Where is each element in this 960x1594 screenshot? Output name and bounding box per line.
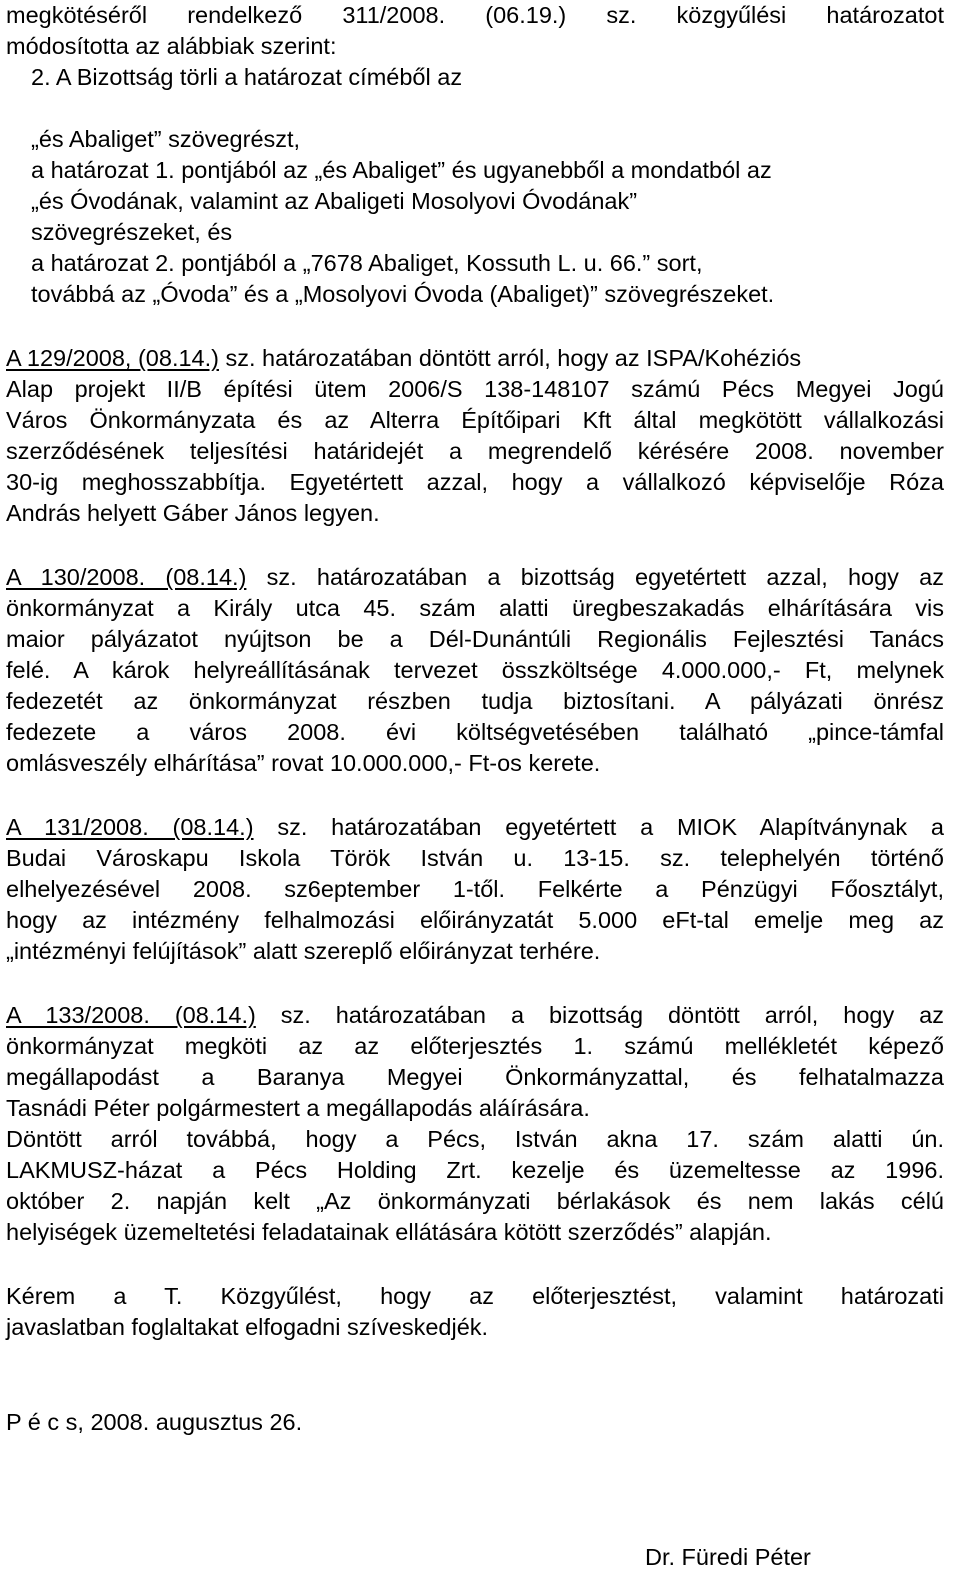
resolution-129-first-line xyxy=(6,343,801,373)
signature-name: Dr. Füredi Péter xyxy=(645,1544,811,1570)
resolution-text: fedezetét az önkormányzat részben tudja biztosítani. A pályázati önrész xyxy=(6,688,944,714)
resolution-130-first-line xyxy=(6,562,944,592)
resolution-text: szerződésének teljesítési határidejét a megrendelő kérésére 2008. november xyxy=(6,438,944,464)
resolution-text: sz. határozatában a bizottság egyetértett azzal, hogy az xyxy=(246,564,944,590)
intro-line: „és Óvodának, valamint az Abaligeti Mosolyovi Óvodának” xyxy=(31,188,638,214)
resolution-text: október 2. napján kelt „Az önkormányzati bérlakások és nem lakás célú xyxy=(6,1188,944,1214)
intro-line: továbbá az „Óvoda” és a „Mosolyovi Óvoda (Abaliget)” szövegrészeket. xyxy=(31,281,775,307)
intro-line: szövegrészeket, és xyxy=(31,219,233,245)
resolution-131-ref: A 131/2008. (08.14.) xyxy=(6,814,254,840)
resolution-131-first-line xyxy=(6,812,944,842)
resolution-text: önkormányzat a Király utca 45. szám alatti üregbeszakadás elhárítására vis xyxy=(6,595,944,621)
resolution-133-ref: A 133/2008. (08.14.) xyxy=(6,1002,256,1028)
resolution-text: Döntött arról továbbá, hogy a Pécs, István akna 17. szám alatti ún. xyxy=(6,1126,944,1152)
resolution-text: sz. határozatában döntött arról, hogy az ISPA/Kohéziós xyxy=(218,345,802,371)
intro-line: megkötéséről rendelkező 311/2008. (06.19.) sz. közgyűlési határozatot xyxy=(6,2,944,28)
resolution-text: elhelyezésével 2008. sz6eptember 1-től. Felkérte a Pénzügyi Főosztályt, xyxy=(6,876,944,902)
resolution-text: omlásveszély elhárítása” rovat 10.000.000,- Ft-os kerete. xyxy=(6,750,601,776)
resolution-text: Budai Városkapu Iskola Török István u. 13-15. sz. telephelyén történő xyxy=(6,845,944,871)
resolution-text: sz. határozatában egyetértett a MIOK Alapítványnak a xyxy=(253,814,945,840)
closing-line: javaslatban foglaltakat elfogadni szíveskedjék. xyxy=(6,1314,489,1340)
resolution-text: Alap projekt II/B építési ütem 2006/S 138-148107 számú Pécs Megyei Jogú xyxy=(6,376,944,402)
resolution-text: András helyett Gáber János legyen. xyxy=(6,500,380,526)
resolution-text: helyiségek üzemeltetési feladatainak ellátására kötött szerződés” alapján. xyxy=(6,1219,772,1245)
resolution-text: sz. határozatában a bizottság döntött arról, hogy az xyxy=(255,1002,944,1028)
resolution-text: 30-ig meghosszabbítja. Egyetértett azzal, hogy a vállalkozó képviselője Róza xyxy=(6,469,944,495)
resolution-text: önkormányzat megköti az az előterjesztés 1. számú mellékletét képező xyxy=(6,1033,944,1059)
resolution-130-ref: A 130/2008. (08.14.) xyxy=(6,564,247,590)
resolution-text: hogy az intézmény felhalmozási előirányzatát 5.000 eFt-tal emelje meg az xyxy=(6,907,944,933)
intro-line: a határozat 1. pontjából az „és Abaliget” és ugyanebből a mondatból az xyxy=(31,157,772,183)
intro-line: a határozat 2. pontjából a „7678 Abaliget, Kossuth L. u. 66.” sort, xyxy=(31,250,703,276)
resolution-text: felé. A károk helyreállításának tervezet összköltsége 4.000.000,- Ft, melynek xyxy=(6,657,944,683)
place-date: P é c s, 2008. augusztus 26. xyxy=(6,1409,303,1435)
resolution-text: fedezete a város 2008. évi költségvetésében található „pince-támfal xyxy=(6,719,944,745)
resolution-text: Város Önkormányzata és az Alterra Építőipari Kft által megkötött vállalkozási xyxy=(6,407,944,433)
resolution-text: Tasnádi Péter polgármestert a megállapodás aláírására. xyxy=(6,1095,590,1121)
resolution-text: megállapodást a Baranya Megyei Önkormányzattal, és felhatalmazza xyxy=(6,1064,944,1090)
resolution-129-ref: A 129/2008, (08.14.) xyxy=(6,345,219,371)
resolution-text: „intézményi felújítások” alatt szereplő előirányzat terhére. xyxy=(6,938,601,964)
intro-line: 2. A Bizottság törli a határozat címéből az xyxy=(31,64,463,90)
resolution-text: LAKMUSZ-házat a Pécs Holding Zrt. kezelje és üzemeltesse az 1996. xyxy=(6,1157,944,1183)
intro-line: módosította az alábbiak szerint: xyxy=(6,33,337,59)
resolution-text: maior pályázatot nyújtson be a Dél-Dunántúli Regionális Fejlesztési Tanács xyxy=(6,626,944,652)
resolution-133-first-line xyxy=(6,1000,944,1030)
intro-line: „és Abaliget” szövegrészt, xyxy=(31,126,301,152)
closing-line: Kérem a T. Közgyűlést, hogy az előterjesztést, valamint határozati xyxy=(6,1283,944,1309)
